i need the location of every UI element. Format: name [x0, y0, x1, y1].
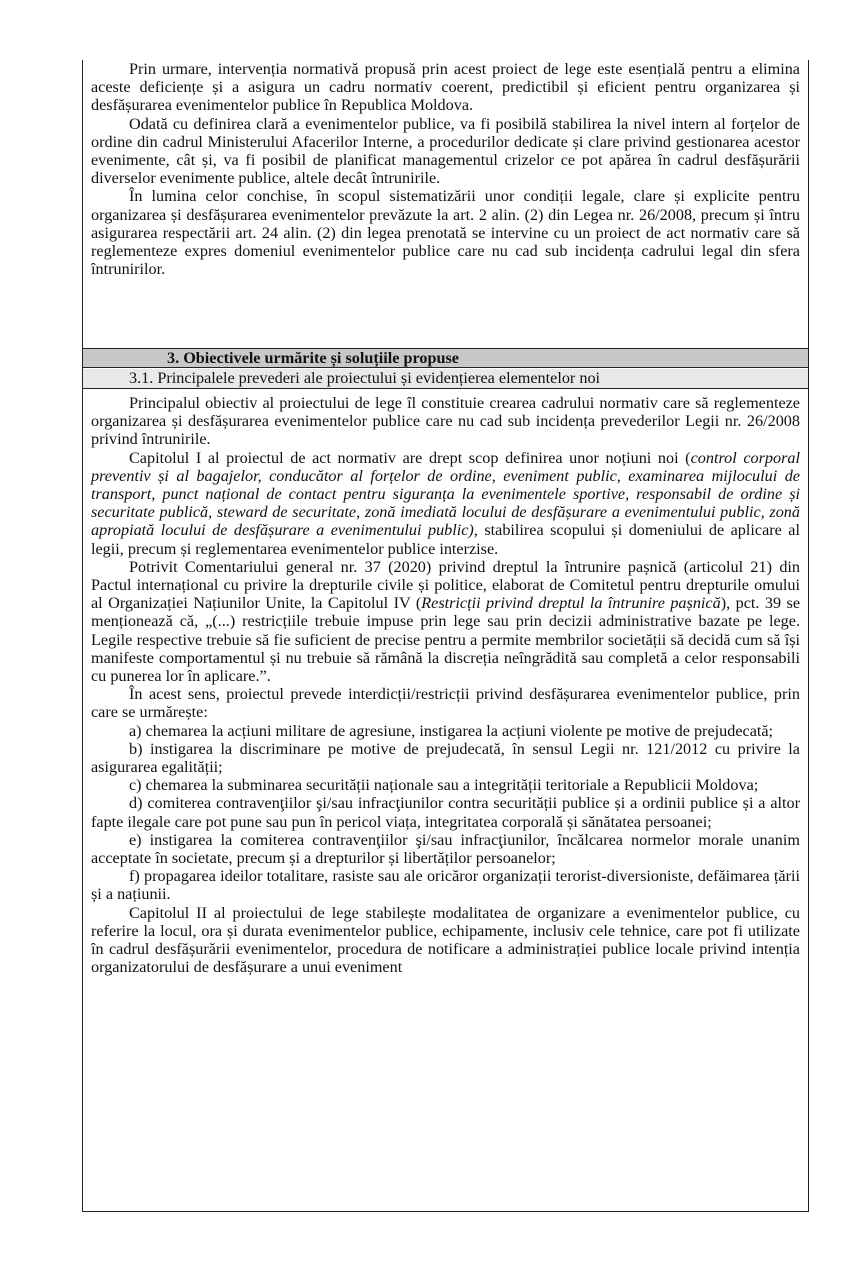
provisions-section	[83, 394, 808, 977]
intro-section	[83, 60, 808, 278]
restriction-item-b: b) instigarea la discriminare pe motive de prejudecată, în sensul Legii nr. 121/2012 cu privire la asigurarea egalității;	[91, 739, 800, 777]
chapter-1-text-end: , stabilirea scopului și domeniului de aplicare al legii, precum și reglementarea evenimentelor publice interzise.	[91, 521, 800, 558]
paragraph-intervention: Prin urmare, intervenția normativă propusă prin acest proiect de lege este esențială pentru a elimina aceste deficiențe și a asigura un cadru normativ coerent, predictibil și eficient pentru organizarea și desfășurarea evenimentelor publice în Republica Moldova.	[91, 60, 800, 115]
paragraph-conclusion: În lumina celor conchise, în scopul sistematizării unor condiții legale, clare și explicite pentru organizarea și desfășurarea evenimentelor prevăzute la art. 2 alin. (2) din Legea nr. 26/2008, precum și întru asigurarea respectării art. 24 alin. (2) din legea prenotată se intervine cu un proiect de act normativ care să reglementeze expres domeniul evenimentelor publice care nu cad sub incidența cadrului legal din sfera întrunirilor.	[91, 187, 800, 279]
chapter-1-text-start: Capitolul I al proiectul de act normativ are drept scop definirea unor noțiuni noi (	[129, 448, 691, 467]
restriction-item-d: d) comiterea contravenţiilor şi/sau infracţiunilor contra securității publice și a ordinii publice și a altor fapte ilegale care pot pune sau pun în pericol viața, integritatea corporală și sănătatea persoanei;	[91, 794, 800, 831]
paragraph-chapter-2: Capitolul II al proiectului de lege stabilește modalitatea de organizare a evenimentelor publice, cu referire la locul, ora și durata evenimentelor publice, echipamente, inclusiv cele tehnice, care pot fi utilizate în cadrul desfășurării evenimentelor, procedura de notificare a administrației publice locale privind intenția organizatorului de desfășurare a unui eveniment	[91, 903, 800, 977]
paragraph-definition: Odată cu definirea clară a evenimentelor publice, va fi posibilă stabilirea la nivel intern al forțelor de ordine din cadrul Ministerului Afacerilor Interne, a procedurilor dedicate și clare privind gestionarea acestor evenimente, cât și, va fi posibil de planificat managementul crizelor ce pot apărea în cadrul desfășurării diverselor evenimente publice, altele decât întrunirile.	[91, 114, 800, 188]
chapter-1-definitions-italic: control corporal preventiv și al bagajelor, conducător al forțelor de ordine, eveniment public, examinarea mijlocului de transport, punct național de contact pentru siguranța la evenimentele sportive, responsabil de ordine și securitate publică, steward de securitate, zonă imediată locului de desfășurare a evenimentului public, zonă apropiată locului de desfășurare a evenimentului public)	[91, 448, 800, 540]
document-table-frame	[82, 60, 809, 1212]
paragraph-general-comment	[91, 558, 800, 685]
paragraph-restrictions-intro: În acest sens, proiectul prevede interdicții/restricții privind desfășurarea evenimentelor publice, prin care se urmărește:	[91, 685, 800, 722]
restriction-item-e: e) instigarea la comiterea contravenţiilor şi/sau infracţiunilor, încălcarea normelor morale unanim acceptate în societate, precum și a drepturilor și libertăților persoanelor;	[91, 830, 800, 868]
restriction-item-a: a) chemarea la acțiuni militare de agresiune, instigarea la acțiuni violente pe motive de prejudecată;	[129, 721, 774, 740]
section-3-1-heading: 3.1. Principalele prevederi ale proiectului și evidențierea elementelor noi	[83, 369, 808, 389]
general-comment-text-end: ), pct. 39 se menționează că, „(...) restricțiile trebuie impuse prin lege sau prin decizii administrative bazate pe lege. Legile respective trebuie să fie suficient de precise pentru a permite membrilor societății să decidă cum să își manifeste comportamentul și nu trebuie să rămână la discreția neîngrădită sau completă a celor responsabili cu punerea lor în aplicare.”.	[91, 594, 801, 686]
paragraph-main-objective: Principalul obiectiv al proiectului de lege îl constituie crearea cadrului normativ care să reglementeze organizarea și desfășurarea evenimentelor publice care nu cad sub incidența prevederilor Legii nr. 26/2008 privind întrunirile.	[91, 394, 800, 449]
general-comment-text-start: Potrivit Comentariului general nr. 37 (2020) privind dreptul la întrunire pașnică (articolul 21) din Pactul internațional cu privire la drepturile civile și politice, elaborat de Comitetul pentru drepturile omului al Organizației Națiunilor Unite, la Capitolul IV (	[91, 557, 800, 613]
general-comment-italic: Restricții privind dreptul la întrunire pașnică	[421, 594, 721, 613]
restriction-item-f: f) propagarea ideilor totalitare, rasiste sau ale oricăror organizații terorist-diversioniste, defăimarea țării și a națiunii.	[91, 867, 800, 904]
restriction-item-c: c) chemarea la subminarea securității naționale sau a integrității teritoriale a Republicii Moldova;	[129, 776, 759, 795]
section-3-heading: 3. Obiectivele urmărite și soluțiile propuse	[83, 348, 808, 368]
paragraph-chapter-1	[91, 449, 800, 558]
